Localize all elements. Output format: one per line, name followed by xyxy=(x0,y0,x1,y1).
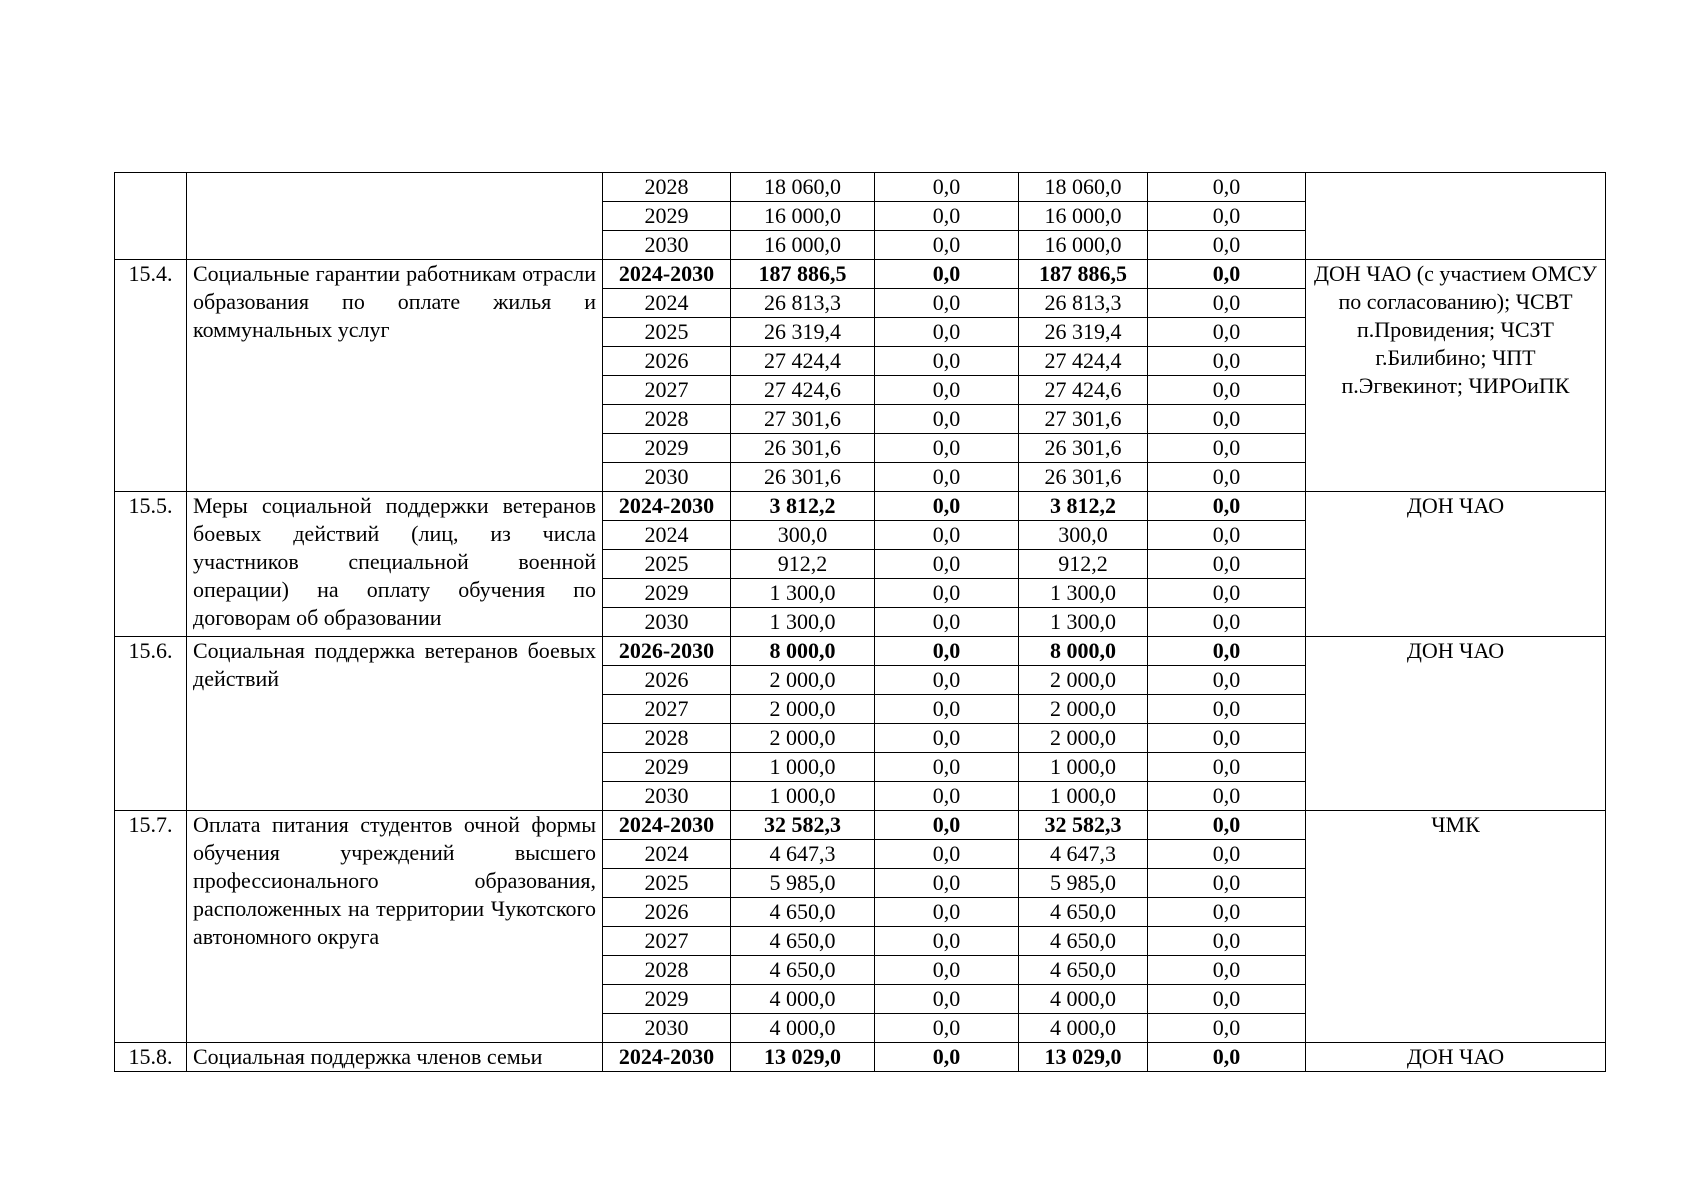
other-amount-cell: 0,0 xyxy=(1148,840,1306,869)
federal-amount-cell: 0,0 xyxy=(875,869,1019,898)
executor-cell: ДОН ЧАО xyxy=(1306,637,1606,811)
federal-amount-cell: 0,0 xyxy=(875,463,1019,492)
item-title: Социальная поддержка членов семьи xyxy=(187,1043,603,1072)
other-amount-cell: 0,0 xyxy=(1148,1043,1306,1072)
total-amount-cell: 4 650,0 xyxy=(731,927,875,956)
federal-amount-cell: 0,0 xyxy=(875,405,1019,434)
table-row xyxy=(115,637,1606,666)
okrug-amount-cell: 4 000,0 xyxy=(1019,985,1148,1014)
okrug-amount-cell: 26 813,3 xyxy=(1019,289,1148,318)
okrug-amount-cell: 27 424,4 xyxy=(1019,347,1148,376)
period-cell: 2027 xyxy=(603,927,731,956)
total-amount-cell: 2 000,0 xyxy=(731,695,875,724)
executor-cell xyxy=(1306,173,1606,260)
table-body xyxy=(115,173,1606,1072)
okrug-amount-cell: 4 650,0 xyxy=(1019,898,1148,927)
total-amount-cell: 8 000,0 xyxy=(731,637,875,666)
period-cell: 2025 xyxy=(603,869,731,898)
other-amount-cell: 0,0 xyxy=(1148,521,1306,550)
period-cell: 2027 xyxy=(603,695,731,724)
item-number: 15.5. xyxy=(115,492,187,637)
total-amount-cell: 26 319,4 xyxy=(731,318,875,347)
federal-amount-cell: 0,0 xyxy=(875,637,1019,666)
okrug-amount-cell: 8 000,0 xyxy=(1019,637,1148,666)
federal-amount-cell: 0,0 xyxy=(875,173,1019,202)
item-title: Оплата питания студентов очной формы обучения учреждений высшего профессионального образования, расположенных на территории Чукотского автономного округа xyxy=(187,811,603,1043)
federal-amount-cell: 0,0 xyxy=(875,434,1019,463)
other-amount-cell: 0,0 xyxy=(1148,724,1306,753)
okrug-amount-cell: 3 812,2 xyxy=(1019,492,1148,521)
period-cell: 2028 xyxy=(603,724,731,753)
period-cell: 2030 xyxy=(603,782,731,811)
period-cell: 2029 xyxy=(603,579,731,608)
other-amount-cell: 0,0 xyxy=(1148,579,1306,608)
total-amount-cell: 5 985,0 xyxy=(731,869,875,898)
federal-amount-cell: 0,0 xyxy=(875,1014,1019,1043)
period-cell: 2024 xyxy=(603,840,731,869)
budget-table xyxy=(114,172,1606,1072)
other-amount-cell: 0,0 xyxy=(1148,318,1306,347)
period-cell: 2024-2030 xyxy=(603,811,731,840)
period-cell: 2024-2030 xyxy=(603,260,731,289)
total-amount-cell: 1 300,0 xyxy=(731,608,875,637)
table-row xyxy=(115,811,1606,840)
period-cell: 2026 xyxy=(603,666,731,695)
federal-amount-cell: 0,0 xyxy=(875,985,1019,1014)
period-cell: 2024 xyxy=(603,289,731,318)
period-cell: 2024-2030 xyxy=(603,492,731,521)
other-amount-cell: 0,0 xyxy=(1148,811,1306,840)
total-amount-cell: 300,0 xyxy=(731,521,875,550)
total-amount-cell: 3 812,2 xyxy=(731,492,875,521)
okrug-amount-cell: 16 000,0 xyxy=(1019,202,1148,231)
okrug-amount-cell: 27 301,6 xyxy=(1019,405,1148,434)
item-number: 15.8. xyxy=(115,1043,187,1072)
federal-amount-cell: 0,0 xyxy=(875,695,1019,724)
federal-amount-cell: 0,0 xyxy=(875,1043,1019,1072)
okrug-amount-cell: 1 300,0 xyxy=(1019,608,1148,637)
federal-amount-cell: 0,0 xyxy=(875,550,1019,579)
federal-amount-cell: 0,0 xyxy=(875,202,1019,231)
period-cell: 2025 xyxy=(603,318,731,347)
federal-amount-cell: 0,0 xyxy=(875,811,1019,840)
okrug-amount-cell: 5 985,0 xyxy=(1019,869,1148,898)
other-amount-cell: 0,0 xyxy=(1148,666,1306,695)
okrug-amount-cell: 2 000,0 xyxy=(1019,666,1148,695)
period-cell: 2028 xyxy=(603,405,731,434)
period-cell: 2029 xyxy=(603,434,731,463)
okrug-amount-cell: 26 301,6 xyxy=(1019,434,1148,463)
other-amount-cell: 0,0 xyxy=(1148,463,1306,492)
table-row xyxy=(115,173,1606,202)
table-row xyxy=(115,492,1606,521)
federal-amount-cell: 0,0 xyxy=(875,956,1019,985)
period-cell: 2024-2030 xyxy=(603,1043,731,1072)
executor-cell: ЧМК xyxy=(1306,811,1606,1043)
okrug-amount-cell: 26 319,4 xyxy=(1019,318,1148,347)
total-amount-cell: 4 000,0 xyxy=(731,1014,875,1043)
total-amount-cell: 4 650,0 xyxy=(731,898,875,927)
item-title xyxy=(187,173,603,260)
other-amount-cell: 0,0 xyxy=(1148,289,1306,318)
other-amount-cell: 0,0 xyxy=(1148,231,1306,260)
item-number: 15.6. xyxy=(115,637,187,811)
executor-cell: ДОН ЧАО (с участием ОМСУ по согласованию); ЧСВТ п.Провидения; ЧСЗТ г.Билибино; ЧПТ п.Эгвекинот; ЧИРОиПК xyxy=(1306,260,1606,492)
okrug-amount-cell: 27 424,6 xyxy=(1019,376,1148,405)
item-number: 15.4. xyxy=(115,260,187,492)
federal-amount-cell: 0,0 xyxy=(875,724,1019,753)
period-cell: 2027 xyxy=(603,376,731,405)
total-amount-cell: 1 000,0 xyxy=(731,753,875,782)
total-amount-cell: 27 424,4 xyxy=(731,347,875,376)
other-amount-cell: 0,0 xyxy=(1148,985,1306,1014)
total-amount-cell: 26 813,3 xyxy=(731,289,875,318)
okrug-amount-cell: 1 000,0 xyxy=(1019,782,1148,811)
item-title: Социальная поддержка ветеранов боевых действий xyxy=(187,637,603,811)
federal-amount-cell: 0,0 xyxy=(875,376,1019,405)
okrug-amount-cell: 1 000,0 xyxy=(1019,753,1148,782)
okrug-amount-cell: 18 060,0 xyxy=(1019,173,1148,202)
total-amount-cell: 16 000,0 xyxy=(731,202,875,231)
other-amount-cell: 0,0 xyxy=(1148,202,1306,231)
period-cell: 2030 xyxy=(603,608,731,637)
okrug-amount-cell: 4 647,3 xyxy=(1019,840,1148,869)
other-amount-cell: 0,0 xyxy=(1148,869,1306,898)
item-number xyxy=(115,173,187,260)
other-amount-cell: 0,0 xyxy=(1148,434,1306,463)
other-amount-cell: 0,0 xyxy=(1148,753,1306,782)
okrug-amount-cell: 2 000,0 xyxy=(1019,724,1148,753)
other-amount-cell: 0,0 xyxy=(1148,608,1306,637)
federal-amount-cell: 0,0 xyxy=(875,231,1019,260)
period-cell: 2029 xyxy=(603,202,731,231)
other-amount-cell: 0,0 xyxy=(1148,1014,1306,1043)
table-row xyxy=(115,260,1606,289)
other-amount-cell: 0,0 xyxy=(1148,492,1306,521)
federal-amount-cell: 0,0 xyxy=(875,927,1019,956)
okrug-amount-cell: 2 000,0 xyxy=(1019,695,1148,724)
total-amount-cell: 1 300,0 xyxy=(731,579,875,608)
federal-amount-cell: 0,0 xyxy=(875,318,1019,347)
total-amount-cell: 4 647,3 xyxy=(731,840,875,869)
executor-cell: ДОН ЧАО xyxy=(1306,1043,1606,1072)
period-cell: 2028 xyxy=(603,956,731,985)
period-cell: 2030 xyxy=(603,231,731,260)
executor-cell: ДОН ЧАО xyxy=(1306,492,1606,637)
other-amount-cell: 0,0 xyxy=(1148,782,1306,811)
okrug-amount-cell: 16 000,0 xyxy=(1019,231,1148,260)
other-amount-cell: 0,0 xyxy=(1148,173,1306,202)
okrug-amount-cell: 13 029,0 xyxy=(1019,1043,1148,1072)
total-amount-cell: 1 000,0 xyxy=(731,782,875,811)
total-amount-cell: 16 000,0 xyxy=(731,231,875,260)
item-number: 15.7. xyxy=(115,811,187,1043)
other-amount-cell: 0,0 xyxy=(1148,898,1306,927)
federal-amount-cell: 0,0 xyxy=(875,347,1019,376)
other-amount-cell: 0,0 xyxy=(1148,956,1306,985)
federal-amount-cell: 0,0 xyxy=(875,782,1019,811)
total-amount-cell: 26 301,6 xyxy=(731,434,875,463)
federal-amount-cell: 0,0 xyxy=(875,840,1019,869)
period-cell: 2030 xyxy=(603,463,731,492)
federal-amount-cell: 0,0 xyxy=(875,492,1019,521)
other-amount-cell: 0,0 xyxy=(1148,260,1306,289)
total-amount-cell: 2 000,0 xyxy=(731,724,875,753)
okrug-amount-cell: 4 650,0 xyxy=(1019,927,1148,956)
period-cell: 2025 xyxy=(603,550,731,579)
item-title: Меры социальной поддержки ветеранов боевых действий (лиц, из числа участников специальной военной операции) на оплату обучения по договорам об образовании xyxy=(187,492,603,637)
federal-amount-cell: 0,0 xyxy=(875,898,1019,927)
other-amount-cell: 0,0 xyxy=(1148,347,1306,376)
federal-amount-cell: 0,0 xyxy=(875,579,1019,608)
table-row xyxy=(115,1043,1606,1072)
other-amount-cell: 0,0 xyxy=(1148,376,1306,405)
total-amount-cell: 27 424,6 xyxy=(731,376,875,405)
federal-amount-cell: 0,0 xyxy=(875,608,1019,637)
total-amount-cell: 27 301,6 xyxy=(731,405,875,434)
period-cell: 2028 xyxy=(603,173,731,202)
okrug-amount-cell: 1 300,0 xyxy=(1019,579,1148,608)
period-cell: 2029 xyxy=(603,985,731,1014)
okrug-amount-cell: 32 582,3 xyxy=(1019,811,1148,840)
total-amount-cell: 187 886,5 xyxy=(731,260,875,289)
period-cell: 2024 xyxy=(603,521,731,550)
item-title: Социальные гарантии работникам отрасли образования по оплате жилья и коммунальных услуг xyxy=(187,260,603,492)
okrug-amount-cell: 4 650,0 xyxy=(1019,956,1148,985)
federal-amount-cell: 0,0 xyxy=(875,666,1019,695)
federal-amount-cell: 0,0 xyxy=(875,753,1019,782)
period-cell: 2026 xyxy=(603,898,731,927)
federal-amount-cell: 0,0 xyxy=(875,289,1019,318)
total-amount-cell: 26 301,6 xyxy=(731,463,875,492)
okrug-amount-cell: 912,2 xyxy=(1019,550,1148,579)
total-amount-cell: 18 060,0 xyxy=(731,173,875,202)
total-amount-cell: 4 650,0 xyxy=(731,956,875,985)
total-amount-cell: 13 029,0 xyxy=(731,1043,875,1072)
period-cell: 2026-2030 xyxy=(603,637,731,666)
other-amount-cell: 0,0 xyxy=(1148,927,1306,956)
period-cell: 2026 xyxy=(603,347,731,376)
total-amount-cell: 4 000,0 xyxy=(731,985,875,1014)
okrug-amount-cell: 26 301,6 xyxy=(1019,463,1148,492)
okrug-amount-cell: 4 000,0 xyxy=(1019,1014,1148,1043)
period-cell: 2030 xyxy=(603,1014,731,1043)
federal-amount-cell: 0,0 xyxy=(875,521,1019,550)
total-amount-cell: 32 582,3 xyxy=(731,811,875,840)
other-amount-cell: 0,0 xyxy=(1148,695,1306,724)
other-amount-cell: 0,0 xyxy=(1148,637,1306,666)
federal-amount-cell: 0,0 xyxy=(875,260,1019,289)
other-amount-cell: 0,0 xyxy=(1148,405,1306,434)
total-amount-cell: 2 000,0 xyxy=(731,666,875,695)
period-cell: 2029 xyxy=(603,753,731,782)
total-amount-cell: 912,2 xyxy=(731,550,875,579)
okrug-amount-cell: 187 886,5 xyxy=(1019,260,1148,289)
other-amount-cell: 0,0 xyxy=(1148,550,1306,579)
okrug-amount-cell: 300,0 xyxy=(1019,521,1148,550)
